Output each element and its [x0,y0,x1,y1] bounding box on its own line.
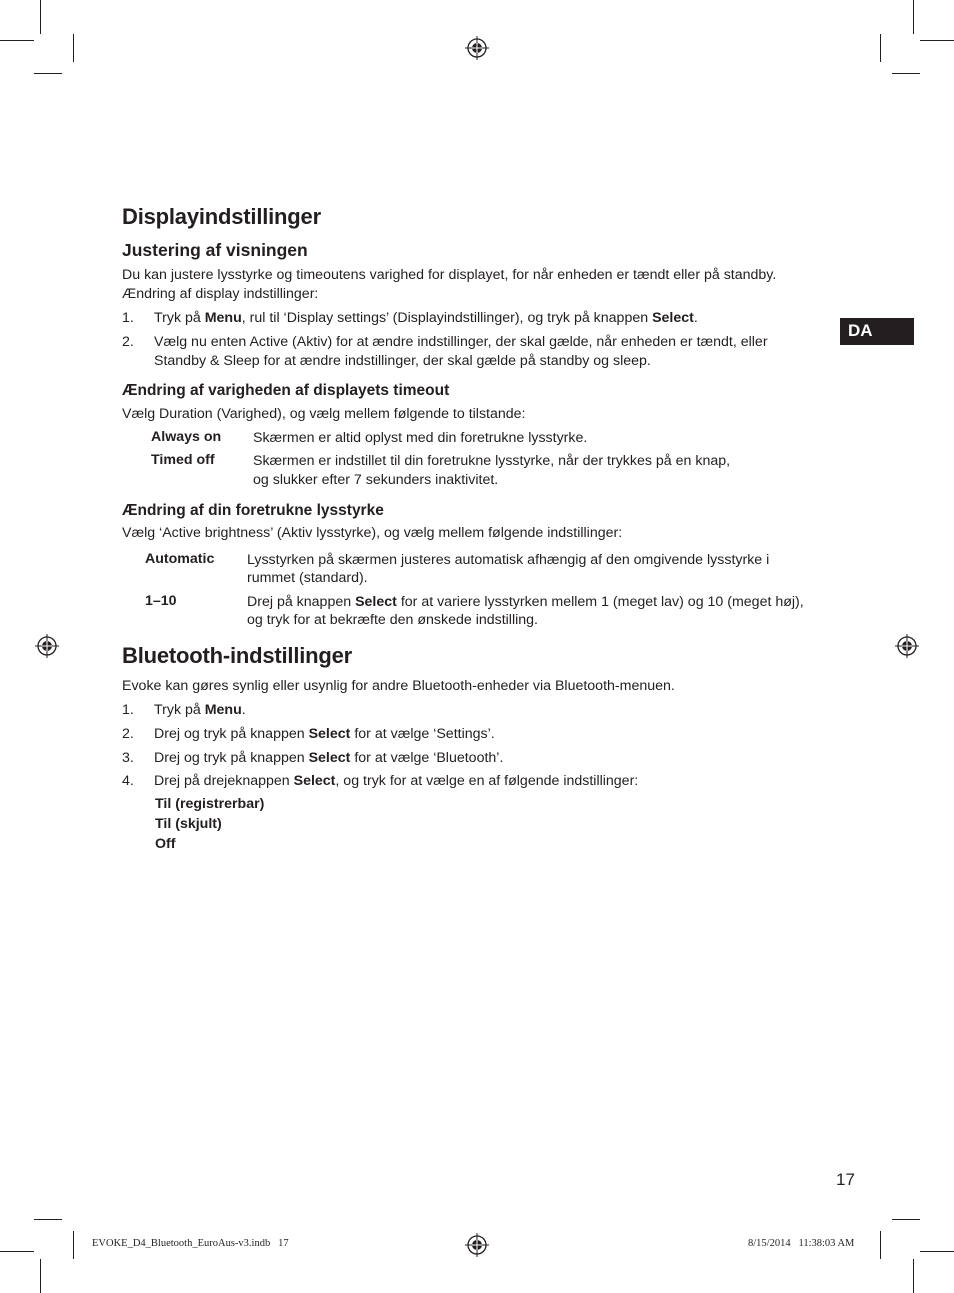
crop-mark [34,1219,62,1220]
footer-filename: EVOKE_D4_Bluetooth_EuroAus-v3.indb 17 [92,1238,289,1249]
select-keyword: Select [652,310,694,326]
step-text-part: , og tryk for at vælge en af følgende indstillinger: [335,773,639,789]
crop-mark [40,1259,41,1293]
step-text [154,749,503,767]
select-keyword: Select [293,773,336,789]
step-text-part: for at vælge ‘Settings’. [350,726,495,742]
option-description-line1: Skærmen er indstillet til din foretrukne lysstyrke, når der trykkes på en knap, [253,453,731,469]
registration-mark-icon [465,36,489,60]
step-number: 2. [122,726,134,742]
option-description-line1: Lysstyrken på skærmen justeres automatisk afhængig af den omgivende lysstyrke i [247,552,770,568]
crop-mark [920,40,954,41]
crop-mark [892,73,920,74]
step-number: 1. [122,310,134,326]
step-number: 4. [122,773,134,789]
option-term: Automatic [145,551,215,567]
registration-mark-icon [35,634,59,658]
footer-timestamp: 8/15/2014 11:38:03 AM [748,1238,855,1249]
language-tab-label: DA [848,321,873,340]
crop-mark [73,34,74,62]
step-text-line1: Vælg nu enten Active (Aktiv) for at ændre indstillinger, der skal gælde, når enheden er tændt, eller [154,334,768,350]
crop-mark [913,0,914,34]
subheading-timeout: Ændring af varigheden af displayets timeout [122,382,450,399]
crop-mark [892,1219,920,1220]
section-title-bluetooth: Bluetooth-indstillinger [122,643,353,668]
step-number: 2. [122,334,134,350]
bluetooth-option: Til (registrerbar) [155,796,265,812]
timeout-intro: Vælg Duration (Varighed), og vælg mellem følgende to tilstande: [122,406,526,422]
bluetooth-intro: Evoke kan gøres synlig eller usynlig for andre Bluetooth-enheder via Bluetooth-menuen. [122,678,675,694]
step-text-part: Drej og tryk på knappen [154,750,309,766]
language-tab [840,318,914,345]
select-keyword: Select [308,726,351,742]
step-text-part: . [241,702,246,718]
step-text-part: Tryk på [154,310,205,326]
step-text-part: Drej og tryk på knappen [154,726,309,742]
page-number: 17 [836,1170,855,1189]
crop-mark [0,40,34,41]
subheading-adjust-display: Justering af visningen [122,240,308,260]
option-description: Skærmen er altid oplyst med din foretrukne lysstyrke. [253,430,588,446]
step-text [154,772,638,790]
section-title-display: Displayindstillinger [122,204,321,229]
crop-mark [880,34,881,62]
crop-mark [73,1231,74,1259]
step-text-part: Drej på drejeknappen [154,773,294,789]
menu-keyword: Menu [204,310,242,326]
crop-mark [913,1259,914,1293]
option-description-line2: og tryk for at bekræfte den ønskede indstilling. [247,612,538,628]
step-number: 1. [122,702,134,718]
select-keyword: Select [308,750,351,766]
option-term: 1–10 [145,593,177,609]
crop-mark [40,0,41,34]
step-text-part: , rul til ‘Display settings’ (Displayindstillinger), og tryk på knappen [241,310,653,326]
bluetooth-option: Til (skjult) [155,816,222,832]
step-number: 3. [122,750,134,766]
crop-mark [880,1231,881,1259]
step-text-part: Tryk på [154,702,205,718]
subheading-brightness: Ændring af din foretrukne lysstyrke [122,502,384,519]
step-text [154,701,246,719]
step-text-part: . [693,310,698,326]
option-term: Timed off [151,452,215,468]
select-keyword: Select [355,594,397,610]
brightness-intro: Vælg ‘Active brightness’ (Aktiv lysstyrke), og vælg mellem følgende indstillinger: [122,525,623,541]
desc-part: for at variere lysstyrken mellem 1 (meget lav) og 10 (meget høj), [396,594,804,610]
registration-mark-icon [465,1233,489,1257]
crop-mark [0,1251,34,1252]
option-description-line2: og slukker efter 7 sekunders inaktivitet. [253,472,499,488]
option-term: Always on [151,429,222,445]
option-description-line2: rummet (standard). [247,570,368,586]
step-text-part: for at vælge ‘Bluetooth’. [350,750,504,766]
step-text [154,725,495,743]
intro-paragraph-line1: Du kan justere lysstyrke og timeoutens varighed for displayet, for når enheden er tændt eller på standby. [122,267,777,283]
step-text [154,309,698,327]
option-description-line1 [247,593,804,611]
crop-mark [920,1251,954,1252]
intro-paragraph-line2: Ændring af display indstillinger: [122,286,319,302]
step-text-line2: Standby & Sleep for at ændre indstillinger, der skal gælde på standby og sleep. [154,353,651,369]
crop-mark [34,73,62,74]
bluetooth-option: Off [155,836,176,852]
menu-keyword: Menu [204,702,242,718]
registration-mark-icon [895,634,919,658]
desc-part: Drej på knappen [247,594,356,610]
